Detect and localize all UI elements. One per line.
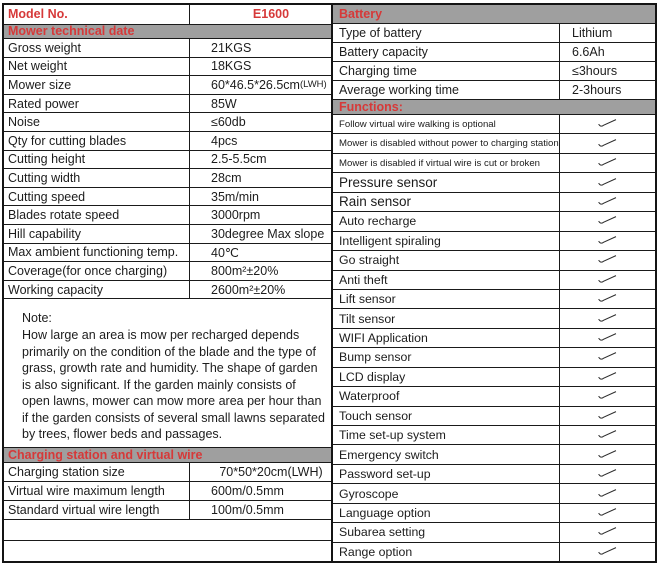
function-row	[333, 271, 655, 290]
function-row	[333, 193, 655, 212]
function-label: Anti theft	[339, 272, 388, 287]
check-icon	[597, 157, 618, 169]
function-row	[333, 504, 655, 523]
function-row	[333, 115, 655, 134]
function-check-cell	[559, 543, 655, 561]
function-row	[333, 543, 655, 561]
table-row	[4, 188, 331, 207]
function-label: Password set-up	[339, 467, 431, 482]
function-row	[333, 368, 655, 387]
spec-value: 18KGS	[189, 58, 331, 76]
spec-label: Cutting height	[8, 152, 86, 167]
check-icon	[597, 118, 618, 130]
check-icon	[597, 390, 618, 402]
function-row	[333, 426, 655, 445]
function-row	[333, 154, 655, 173]
function-check-cell	[559, 212, 655, 230]
table-row	[4, 39, 331, 58]
check-icon	[597, 526, 618, 538]
function-check-cell	[559, 484, 655, 502]
function-check-cell	[559, 134, 655, 152]
spec-sheet	[2, 3, 657, 563]
spec-label: Mower size	[8, 77, 72, 92]
function-check-cell	[559, 445, 655, 463]
spec-label: Cutting speed	[8, 189, 86, 204]
table-row	[4, 113, 331, 132]
spec-label: Average working time	[339, 82, 459, 97]
check-icon	[597, 235, 618, 247]
spec-value: 6.6Ah	[559, 43, 655, 61]
check-icon	[597, 488, 618, 500]
table-row	[4, 281, 331, 300]
function-label: Time set-up system	[339, 428, 446, 443]
function-check-cell	[559, 465, 655, 483]
note-block	[4, 299, 331, 448]
spec-value: 70*50*20cm(LWH)	[189, 463, 331, 481]
function-row	[333, 329, 655, 348]
table-row	[4, 482, 331, 501]
function-row	[333, 407, 655, 426]
spec-value: 600m/0.5mm	[189, 482, 331, 500]
function-row	[333, 484, 655, 503]
spec-label: Rated power	[8, 96, 79, 111]
spec-value: 40℃	[189, 244, 331, 262]
function-row	[333, 309, 655, 328]
check-icon	[597, 332, 618, 344]
check-icon	[597, 138, 618, 150]
table-row	[4, 169, 331, 188]
spec-label: Hill capability	[8, 226, 81, 241]
function-check-cell	[559, 290, 655, 308]
function-row	[333, 173, 655, 192]
table-row	[4, 463, 331, 482]
spec-value: 28cm	[189, 169, 331, 187]
check-icon	[597, 546, 618, 558]
function-label: Lift sensor	[339, 292, 396, 307]
function-label: Mower is disabled without power to charging station	[339, 138, 559, 150]
spec-value: 2-3hours	[559, 81, 655, 99]
function-check-cell	[559, 173, 655, 191]
function-check-cell	[559, 193, 655, 211]
function-label: LCD display	[339, 369, 406, 384]
function-check-cell	[559, 251, 655, 269]
check-icon	[597, 196, 618, 208]
spec-label: Noise	[8, 115, 40, 130]
check-icon	[597, 468, 618, 480]
function-check-cell	[559, 387, 655, 405]
function-label: Intelligent spiraling	[339, 233, 441, 248]
spec-label: Standard virtual wire length	[8, 503, 160, 518]
table-row	[4, 132, 331, 151]
section-header-battery: Battery	[333, 5, 655, 24]
function-row	[333, 290, 655, 309]
check-icon	[597, 254, 618, 266]
spec-label: Charging station size	[8, 465, 125, 480]
spec-value: 800m²±20%	[189, 262, 331, 280]
check-icon	[597, 410, 618, 422]
spec-value: 2600m²±20%	[189, 281, 331, 299]
function-row	[333, 387, 655, 406]
left-spec-table	[2, 3, 332, 563]
spec-value	[189, 76, 331, 94]
spec-label: Max ambient functioning temp.	[8, 245, 179, 260]
spec-label: Working capacity	[8, 282, 103, 297]
function-row	[333, 232, 655, 251]
function-label: Emergency switch	[339, 447, 439, 462]
function-label: Subarea setting	[339, 525, 426, 540]
spec-value: 4pcs	[189, 132, 331, 150]
spec-value-main: 60*46.5*26.5cm	[211, 77, 300, 92]
check-icon	[597, 313, 618, 325]
function-row	[333, 251, 655, 270]
spec-value: 3000rpm	[189, 206, 331, 224]
function-check-cell	[559, 309, 655, 327]
check-icon	[597, 293, 618, 305]
spec-value-suffix: (LWH)	[299, 79, 327, 91]
table-row	[333, 81, 655, 100]
function-check-cell	[559, 154, 655, 172]
spec-value: 100m/0.5mm	[189, 501, 331, 519]
model-row	[4, 5, 331, 25]
spec-label: Cutting width	[8, 170, 81, 185]
spec-label: Charging time	[339, 63, 417, 78]
function-check-cell	[559, 523, 655, 541]
spec-value: 85W	[189, 95, 331, 113]
spec-value: 30degree Max slope	[189, 225, 331, 243]
section-header-mower-technical-data: Mower technical date	[4, 25, 331, 40]
function-label: Touch sensor	[339, 408, 413, 423]
spec-label: Virtual wire maximum length	[8, 484, 165, 499]
check-icon	[597, 215, 618, 227]
function-label: Rain sensor	[339, 194, 412, 210]
function-check-cell	[559, 348, 655, 366]
table-row	[4, 225, 331, 244]
function-row	[333, 445, 655, 464]
function-label: Follow virtual wire walking is optional	[339, 118, 496, 130]
function-label: Auto recharge	[339, 214, 417, 229]
check-icon	[597, 429, 618, 441]
spec-value: ≤60db	[189, 113, 331, 131]
check-icon	[597, 274, 618, 286]
section-header-functions: Functions:	[333, 100, 655, 116]
spec-label: Qty for cutting blades	[8, 133, 127, 148]
function-row	[333, 212, 655, 231]
check-icon	[597, 371, 618, 383]
function-check-cell	[559, 407, 655, 425]
spec-label: Gross weight	[8, 40, 81, 55]
function-row	[333, 134, 655, 153]
function-row	[333, 523, 655, 542]
function-check-cell	[559, 115, 655, 133]
table-row	[4, 501, 331, 520]
function-check-cell	[559, 426, 655, 444]
spec-value: 35m/min	[189, 188, 331, 206]
table-row	[4, 262, 331, 281]
function-label: Language option	[339, 505, 431, 520]
empty-row	[4, 541, 331, 562]
spec-value: 2.5-5.5cm	[189, 151, 331, 169]
note-title: Note:	[22, 311, 52, 326]
table-row	[4, 58, 331, 77]
spec-label: Net weight	[8, 59, 68, 74]
function-label: Tilt sensor	[339, 311, 396, 326]
table-row	[4, 244, 331, 263]
function-label: Bump sensor	[339, 350, 412, 365]
empty-row	[4, 520, 331, 541]
table-row	[333, 43, 655, 62]
function-check-cell	[559, 271, 655, 289]
function-check-cell	[559, 368, 655, 386]
spec-label: Blades rotate speed	[8, 208, 120, 223]
function-label: Go straight	[339, 253, 400, 268]
model-value: E1600	[189, 5, 331, 24]
table-row	[4, 76, 331, 95]
spec-value: Lithium	[559, 24, 655, 42]
table-row	[4, 151, 331, 170]
function-label: Waterproof	[339, 389, 400, 404]
function-label: Mower is disabled if virtual wire is cut or broken	[339, 157, 541, 169]
check-icon	[597, 177, 618, 189]
model-label: Model No.	[8, 7, 68, 22]
table-row	[4, 206, 331, 225]
function-row	[333, 465, 655, 484]
function-check-cell	[559, 232, 655, 250]
spec-value: 21KGS	[189, 39, 331, 57]
spec-value: ≤3hours	[559, 62, 655, 80]
function-row	[333, 348, 655, 367]
check-icon	[597, 449, 618, 461]
function-label: Gyroscope	[339, 486, 399, 501]
function-label: Pressure sensor	[339, 175, 438, 191]
function-check-cell	[559, 504, 655, 522]
function-label: Range option	[339, 544, 413, 559]
section-header-charging-station: Charging station and virtual wire	[4, 448, 331, 463]
check-icon	[597, 351, 618, 363]
function-label: WIFI Application	[339, 331, 428, 346]
table-row	[4, 95, 331, 114]
check-icon	[597, 507, 618, 519]
right-spec-table	[332, 3, 657, 563]
spec-label: Type of battery	[339, 25, 422, 40]
table-row	[333, 24, 655, 43]
spec-label: Battery capacity	[339, 44, 428, 59]
table-row	[333, 62, 655, 81]
note-body: How large an area is mow per recharged depends primarily on the condition of the blade and the type of grass, growth rate and humidity. The shape of garden is also significant. If the garden mainly consists of open lawns, mower can mow more area per hour than if the garden consists of several small lawns separated by trees, flower beds and passages.	[22, 327, 325, 442]
function-check-cell	[559, 329, 655, 347]
spec-label: Coverage(for once charging)	[8, 263, 168, 278]
